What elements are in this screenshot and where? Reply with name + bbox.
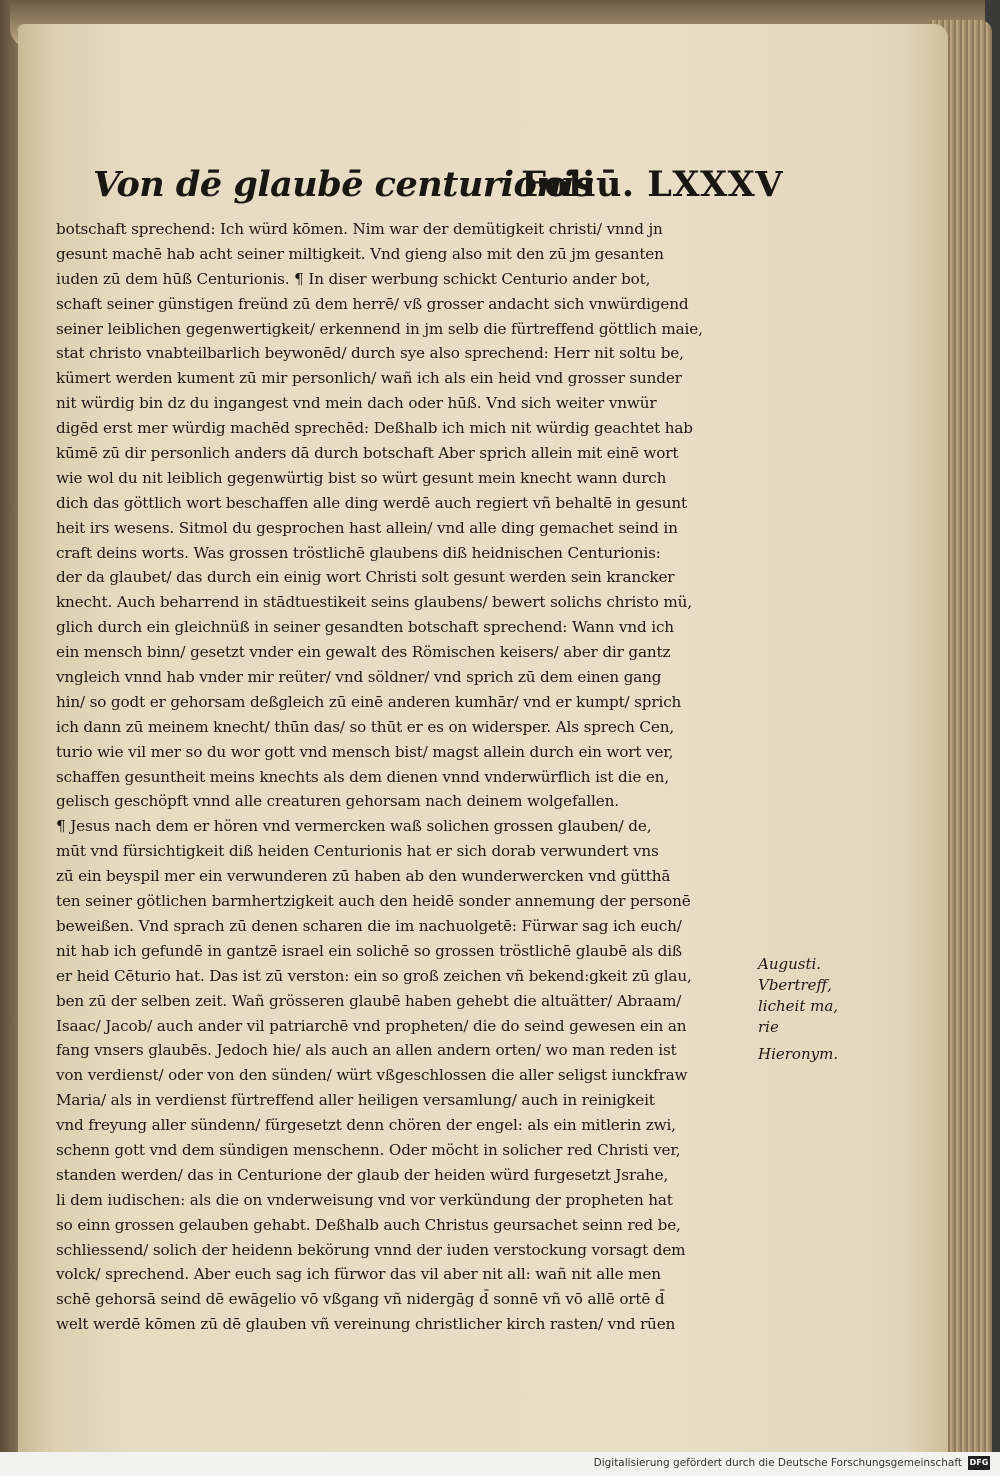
text-line: seiner leiblichen gegenwertigkeit/ erkennend in jm selb die fürtreffend göttlich maie, [56, 319, 703, 338]
text-line: beweißen. Vnd sprach zū denen scharen die im nachuolgetē: Fürwar sag ich euch/ [56, 916, 682, 935]
text-line: ten seiner götlichen barmhertzigkeit auch den heidē sonder annemung der personē [56, 892, 691, 911]
text-line: von verdienst/ oder von den sünden/ würt vßgeschlossen die aller seligst iunckfraw [56, 1066, 688, 1085]
text-line: ¶ Jesus nach dem er hören vnd vermercken waß solichen grossen glauben/ de, [56, 817, 652, 836]
text-line: so einn grossen gelauben gehabt. Deßhalb auch Christus geursachet seinn red be, [56, 1215, 681, 1234]
body-text [56, 217, 776, 1337]
text-line: volck/ sprechend. Aber euch sag ich fürwor das vil aber nit all: wañ nit alle men [56, 1265, 661, 1284]
digitization-footer [0, 1452, 1000, 1476]
text-line: schliessend/ solich der heidenn bekörung vnnd der iuden verstockung vorsagt dem [56, 1240, 686, 1259]
text-line: welt werdē kōmen zū dē glauben vñ vereinung christlicher kirch rasten/ vnd rūen [56, 1315, 676, 1334]
text-line: li dem iudischen: als die on vnderweisung vnd vor verkündung der propheten hat [56, 1190, 673, 1209]
folio-number: Foliū. LXXXV [521, 164, 783, 205]
text-line: schaffen gesuntheit meins knechts als dem dienen vnnd vnderwürflich ist die en, [56, 767, 669, 786]
text-line: schaft seiner günstigen freünd zū dem herrē/ vß grosser andacht sich vnwürdigend [56, 294, 689, 313]
text-line: ben zū der selben zeit. Wañ grösseren glaubē haben gehebt die altuätter/ Abraam/ [56, 991, 682, 1010]
text-line: Maria/ als in verdienst fürtreffend aller heiligen versamlung/ auch in reinigkeit [56, 1091, 655, 1110]
text-line: ich dann zū meinem knecht/ thūn das/ so thūt er es on widersper. Als sprech Cen, [56, 717, 675, 736]
text-line: botschaft sprechend: Ich würd kōmen. Nim war der demütigkeit christi/ vnnd jn [56, 220, 663, 238]
text-line: digēd erst mer würdig machēd sprechēd: Deßhalb ich mich nit würdig geachtet hab [56, 419, 693, 438]
text-line: glich durch ein gleichnüß in seiner gesandten botschaft sprechend: Wann vnd ich [56, 618, 674, 637]
running-header [93, 164, 783, 212]
header-title: Von dē glaubē centurionis [93, 164, 594, 205]
text-line: kūmē zū dir personlich anders dā durch botschaft Aber sprich allein mit einē wort [56, 444, 679, 463]
text-line: zū ein beyspil mer ein verwunderen zū haben ab den wunderwercken vnd gütthā [56, 867, 671, 886]
text-line: Isaac/ Jacob/ auch ander vil patriarchē vnd propheten/ die do seind gewesen ein an [56, 1016, 687, 1035]
book-page [18, 24, 948, 1452]
text-line: knecht. Auch beharrend in stādtuestikeit seins glaubens/ bewert solichs christo mü, [56, 593, 692, 612]
text-line: schē gehorsā seind dē ewāgelio vō vßgang vñ nidergāg d̄ sonnē vñ vō allē ortē d̄ [56, 1290, 665, 1309]
text-line: nit hab ich gefundē in gantzē israel ein solichē so grossen tröstlichē glaubē als diß [56, 941, 682, 960]
text-line: gesunt machē hab acht seiner miltigkeit. Vnd gieng also mit den zū jm gesanten [56, 244, 664, 263]
text-line: standen werden/ das in Centurione der glaub der heiden würd furgesetzt Jsrahe, [56, 1165, 669, 1184]
text-line: hin/ so godt er gehorsam deßgleich zū einē anderen kumhār/ vnd er kumpt/ sprich [56, 692, 682, 711]
text-line: fang vnsers glaubēs. Jedoch hie/ als auch an allen andern orten/ wo man reden ist [56, 1041, 677, 1060]
text-line: stat christo vnabteilbarlich beywonēd/ durch sye also sprechend: Herr nit soltu be, [56, 344, 684, 363]
text-line: heit irs wesens. Sitmol du gesprochen hast allein/ vnd alle ding gemachet seind in [56, 518, 678, 537]
text-line: ein mensch binn/ gesetzt vnder ein gewalt des Römischen keisers/ aber dir gantz [56, 643, 671, 662]
funding-credit: Digitalisierung gefördert durch die Deutsche Forschungsgemeinschaft [593, 1457, 962, 1469]
text-line: turio wie vil mer so du wor gott vnd mensch bist/ magst allein durch ein wort ver, [56, 742, 674, 761]
margin-note: licheit ma, [758, 997, 839, 1015]
text-line: wie wol du nit leiblich gegenwürtig bist so würt gesunt mein knecht wann durch [56, 468, 667, 487]
text-line: gelisch geschöpft vnnd alle creaturen gehorsam nach deinem wolgefallen. [56, 792, 619, 811]
text-line: vnd freyung aller sündenn/ fürgesetzt denn chören der engel: als ein mitlerin zwi, [56, 1116, 676, 1135]
dfg-logo: DFG [968, 1456, 990, 1470]
text-line: vngleich vnnd hab vnder mir reüter/ vnd söldner/ vnd sprich zū dem einen gang [56, 668, 662, 687]
text-line: craft deins worts. Was grossen tröstlichē glaubens diß heidnischen Centurionis: [56, 543, 661, 562]
margin-note: Augusti. [758, 955, 822, 973]
margin-note: Vbertreff, [758, 976, 832, 994]
margin-notes [758, 954, 888, 1065]
text-line: dich das göttlich wort beschaffen alle ding werdē auch regiert vñ behaltē in gesunt [56, 493, 687, 512]
margin-note: rie [758, 1018, 779, 1036]
text-line: iuden zū dem hūß Centurionis. ¶ In diser werbung schickt Centurio ander bot, [56, 269, 651, 288]
text-line: schenn gott vnd dem sündigen menschenn. Oder möcht in solicher red Christi ver, [56, 1140, 681, 1159]
text-line: kümert werden kument zū mir personlich/ wañ ich als ein heid vnd grosser sunder [56, 369, 682, 388]
margin-note: Hieronym. [758, 1045, 839, 1063]
text-line: nit würdig bin dz du ingangest vnd mein dach oder hūß. Vnd sich weiter vnwür [56, 394, 657, 413]
text-line: mūt vnd fürsichtigkeit diß heiden Centurionis hat er sich dorab verwundert vns [56, 842, 659, 861]
text-line: er heid Cēturio hat. Das ist zū verston: ein so groß zeichen vñ bekend:gkeit zū glau, [56, 966, 692, 985]
text-line: der da glaubet/ das durch ein einig wort Christi solt gesunt werden sein krancker [56, 568, 675, 587]
